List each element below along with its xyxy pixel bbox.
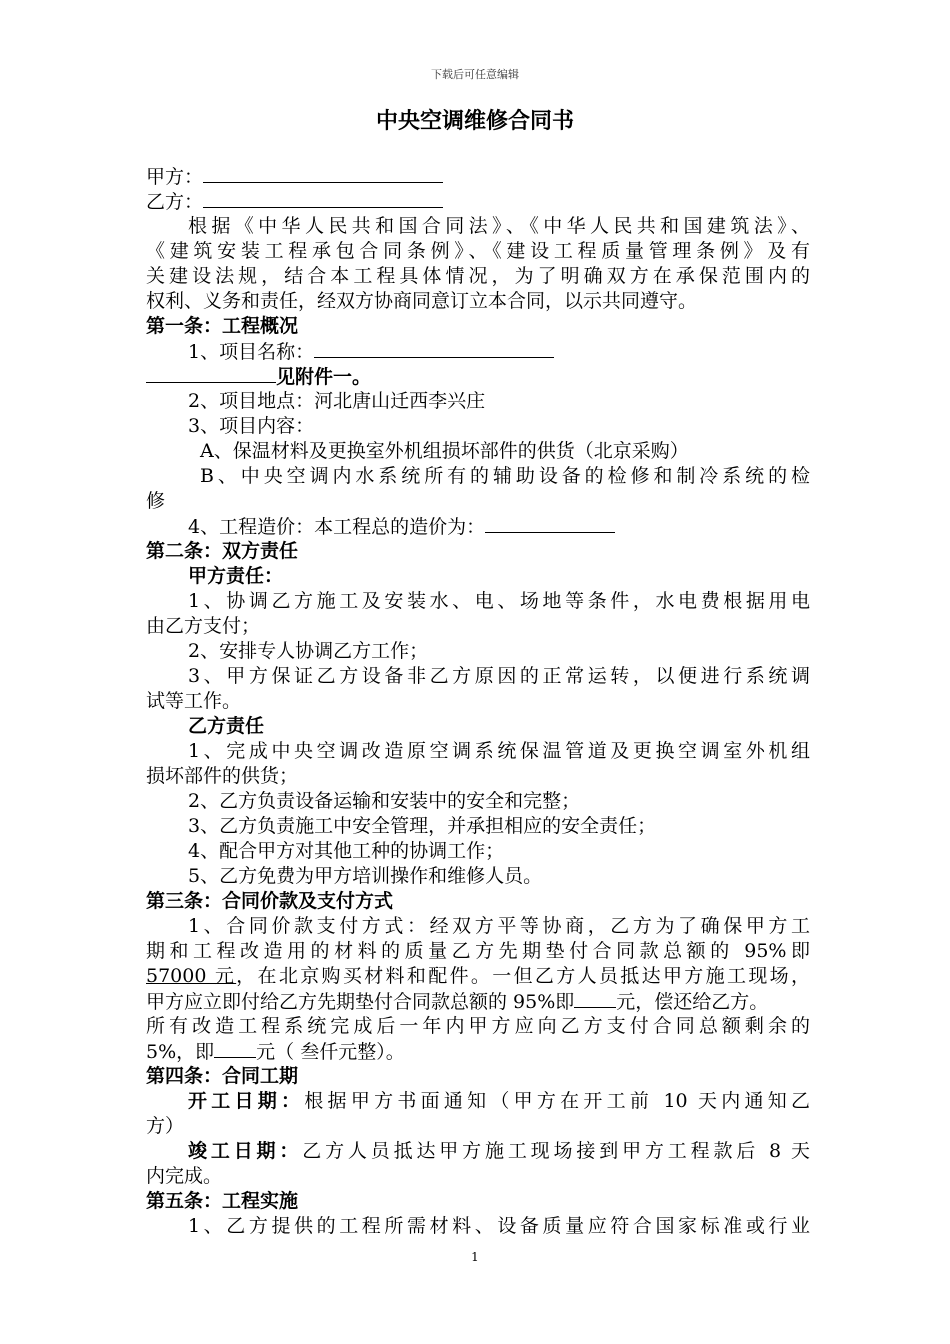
end-date-text: 乙方人员抵达甲方施工现场接到甲方工程款后 8 天	[302, 1140, 810, 1162]
article-3-heading: 第三条：合同价款及支付方式	[146, 890, 394, 912]
party-b-duty: 4、配合甲方对其他工种的协调工作；	[188, 840, 505, 862]
implementation-line: 1、乙方提供的工程所需材料、设备质量应符合国家标准或行业	[188, 1215, 810, 1237]
page-number: 1	[471, 1250, 479, 1264]
payment-line: 期和工程改造用的材料的质量乙方先期垫付合同款总额的 95%即	[146, 940, 810, 962]
party-a-duty-cont: 试等工作。	[146, 690, 242, 712]
start-date-line	[146, 1089, 810, 1114]
end-date-label: 竣工日期：	[188, 1140, 303, 1162]
payment-line: 1、合同价款支付方式：经双方平等协商，乙方为了确保甲方工	[188, 915, 810, 937]
project-name-blank[interactable]	[314, 339, 554, 358]
party-a-line	[146, 164, 810, 189]
project-content-b: B、中央空调内水系统所有的辅助设备的检修和制冷系统的检	[200, 465, 810, 487]
project-cost-blank[interactable]	[485, 514, 615, 533]
party-b-blank[interactable]	[203, 189, 443, 208]
payment-line	[146, 989, 810, 1014]
project-name-label: 1、项目名称：	[188, 341, 315, 363]
article-5-heading: 第五条：工程实施	[146, 1190, 299, 1212]
advance-amount: 57000 元	[146, 965, 237, 987]
project-name-line	[146, 339, 810, 364]
party-b-line	[146, 189, 810, 214]
contract-body	[146, 164, 810, 1239]
project-content-a: A、保温材料及更换室外机组损坏部件的供货（北京采购）	[200, 440, 689, 462]
payment-text: 元（ 叁仟元整）。	[256, 1041, 405, 1063]
party-b-duty: 1、完成中央空调改造原空调系统保温管道及更换空调室外机组	[188, 740, 810, 762]
project-name-blank-2[interactable]	[146, 364, 276, 383]
payment-line: 所有改造工程系统完成后一年内甲方应向乙方支付合同总额剩余的	[146, 1015, 810, 1037]
article-4-heading: 第四条：合同工期	[146, 1065, 299, 1087]
party-a-duty: 3、甲方保证乙方设备非乙方原因的正常运转，以便进行系统调	[188, 665, 810, 687]
project-location: 2、项目地点：河北唐山迁西李兴庄	[188, 390, 486, 412]
end-date-cont: 内完成。	[146, 1165, 223, 1187]
start-date-label: 开工日期：	[188, 1090, 305, 1112]
project-name-cont	[146, 364, 810, 389]
start-date-text: 根据甲方书面通知（甲方在开工前 10 天内通知乙	[304, 1090, 810, 1112]
payment-text: 元，偿还给乙方。	[616, 991, 769, 1013]
page-title: 中央空调维修合同书	[375, 109, 574, 134]
project-cost-label: 4、工程造价：本工程总的造价为：	[188, 516, 486, 538]
start-date-cont: 方）	[146, 1115, 185, 1137]
project-cost-line	[146, 514, 810, 539]
preamble-line: 权利、义务和责任，经双方协商同意订立本合同，以示共同遵守。	[146, 290, 698, 312]
project-content-label: 3、项目内容：	[188, 415, 315, 437]
party-b-duty: 2、乙方负责设备运输和安装中的安全和完整；	[188, 790, 581, 812]
party-b-duty: 5、乙方免费为甲方培训操作和维修人员。	[188, 865, 543, 887]
payment-line	[146, 964, 810, 989]
header-note: 下载后可任意编辑	[431, 68, 519, 81]
attachment-note: 见附件一。	[276, 366, 372, 388]
party-a-blank[interactable]	[203, 164, 443, 183]
payment-text: ，在北京购买材料和配件。一但乙方人员抵达甲方施工现场，	[236, 965, 810, 987]
party-a-duty: 1、协调乙方施工及安装水、电、场地等条件，水电费根据用电	[188, 590, 810, 612]
party-a-label: 甲方：	[146, 166, 204, 188]
repay-amount-blank[interactable]	[574, 989, 616, 1008]
party-a-duty-cont: 由乙方支付；	[146, 615, 261, 637]
payment-text: 甲方应立即付给乙方先期垫付合同款总额的 95%即	[146, 991, 575, 1013]
preamble-line: 关建设法规，结合本工程具体情况，为了明确双方在承保范围内的	[146, 265, 810, 287]
payment-line	[146, 1039, 810, 1064]
preamble-line: 根据《中华人民共和国合同法》、《中华人民共和国建筑法》、	[188, 215, 810, 237]
party-a-duties-heading: 甲方责任：	[188, 565, 284, 587]
preamble-line: 《建筑安装工程承包合同条例》、《建设工程质量管理条例》及有	[146, 240, 810, 262]
article-2-heading: 第二条：双方责任	[146, 540, 299, 562]
party-b-duty: 3、乙方负责施工中安全管理，并承担相应的安全责任；	[188, 815, 657, 837]
party-b-duties-heading: 乙方责任	[188, 715, 265, 737]
article-1-heading: 第一条：工程概况	[146, 315, 299, 337]
party-b-duty-cont: 损坏部件的供货；	[146, 765, 299, 787]
party-a-duty: 2、安排专人协调乙方工作；	[188, 640, 429, 662]
balance-amount-blank[interactable]	[214, 1039, 256, 1058]
end-date-line	[146, 1139, 810, 1164]
project-content-b-cont: 修	[146, 490, 166, 512]
payment-text: 5%，即	[146, 1041, 215, 1063]
party-b-label: 乙方：	[146, 191, 204, 213]
